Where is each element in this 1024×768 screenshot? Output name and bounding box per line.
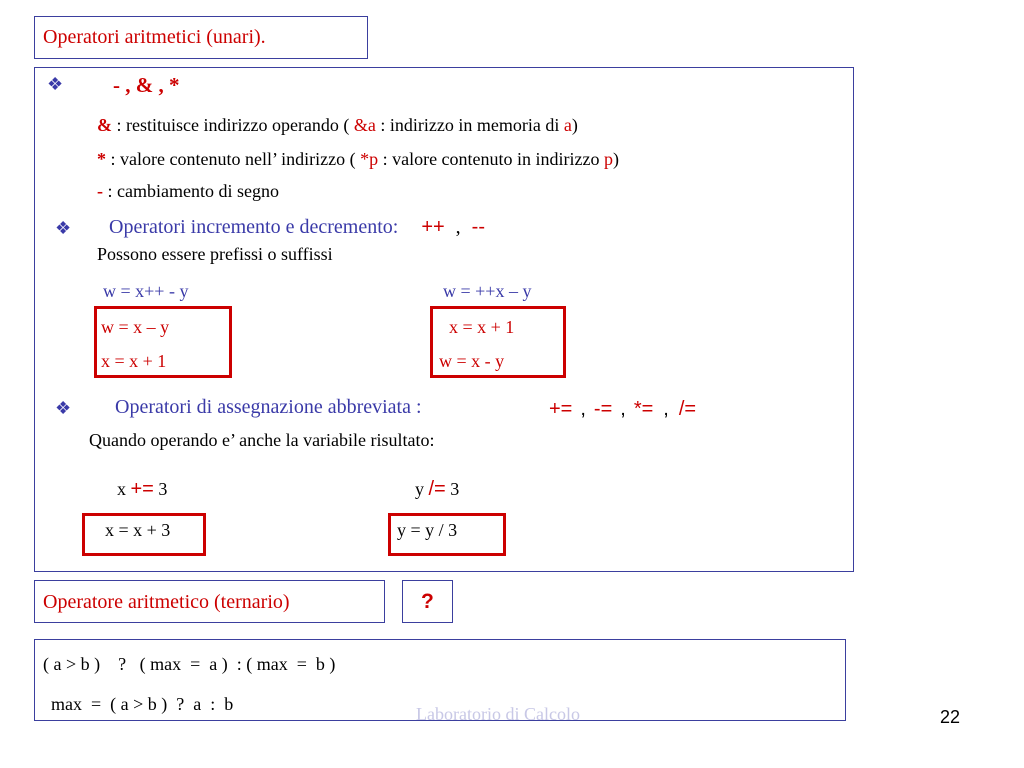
assign-note: Quando operando e’ anche la variabile risultato: <box>89 430 435 450</box>
assign-heading: Operatori di assegnazione abbreviata : <box>115 396 422 418</box>
postfix-expr: w = x++ - y <box>103 281 189 301</box>
unary-line-minus: - : cambiamento di segno <box>97 181 279 201</box>
unary-line-star: * : valore contenuto nell’ indirizzo ( *p : valore contenuto in indirizzo p) <box>97 149 620 169</box>
slide-title: Operatori aritmetici (unari). <box>43 26 266 48</box>
ternary-line-2: max = ( a > b ) ? a : b <box>51 694 234 714</box>
postfix-step-1: w = x – y <box>101 317 170 337</box>
bullet-icon: ❖ <box>55 398 72 418</box>
footer-ghost-text: Laboratorio di Calcolo <box>416 704 580 724</box>
incdec-heading: Operatori incremento e decremento: ++ , -- <box>109 216 485 238</box>
unary-line-amp: & : restituisce indirizzo operando ( &a : indirizzo in memoria di a) <box>97 115 578 135</box>
assign-result-left: x = x + 3 <box>105 520 171 540</box>
page-number: 22 <box>940 707 961 727</box>
assign-example-left: x += 3 <box>117 478 168 500</box>
ternary-line-1: ( a > b ) ? ( max = a ) : ( max = b ) <box>43 654 336 674</box>
ternary-qmark-box <box>402 580 453 623</box>
bullet-icon: ❖ <box>55 218 72 238</box>
prefix-step-1: x = x + 1 <box>449 317 515 337</box>
assign-right-highlight-box <box>388 513 506 556</box>
assign-result-right: y = y / 3 <box>397 520 458 540</box>
incdec-note: Possono essere prefissi o suffissi <box>97 244 333 264</box>
title-box <box>34 16 368 59</box>
unary-ops: - , & , * <box>113 73 180 97</box>
assign-example-right: y /= 3 <box>415 478 460 500</box>
ternary-title-box <box>34 580 385 623</box>
postfix-step-2: x = x + 1 <box>101 351 167 371</box>
prefix-expr: w = ++x – y <box>443 281 532 301</box>
ternary-qmark: ? <box>421 590 434 613</box>
assign-left-highlight-box <box>82 513 206 556</box>
assign-ops: += , -= , *= , /= <box>549 398 697 420</box>
prefix-step-2: w = x - y <box>439 351 505 371</box>
ternary-example-box <box>34 639 846 721</box>
ternary-title: Operatore aritmetico (ternario) <box>43 591 290 613</box>
prefix-highlight-box <box>430 306 566 378</box>
bullet-icon: ❖ <box>47 74 64 94</box>
postfix-highlight-box <box>94 306 232 378</box>
